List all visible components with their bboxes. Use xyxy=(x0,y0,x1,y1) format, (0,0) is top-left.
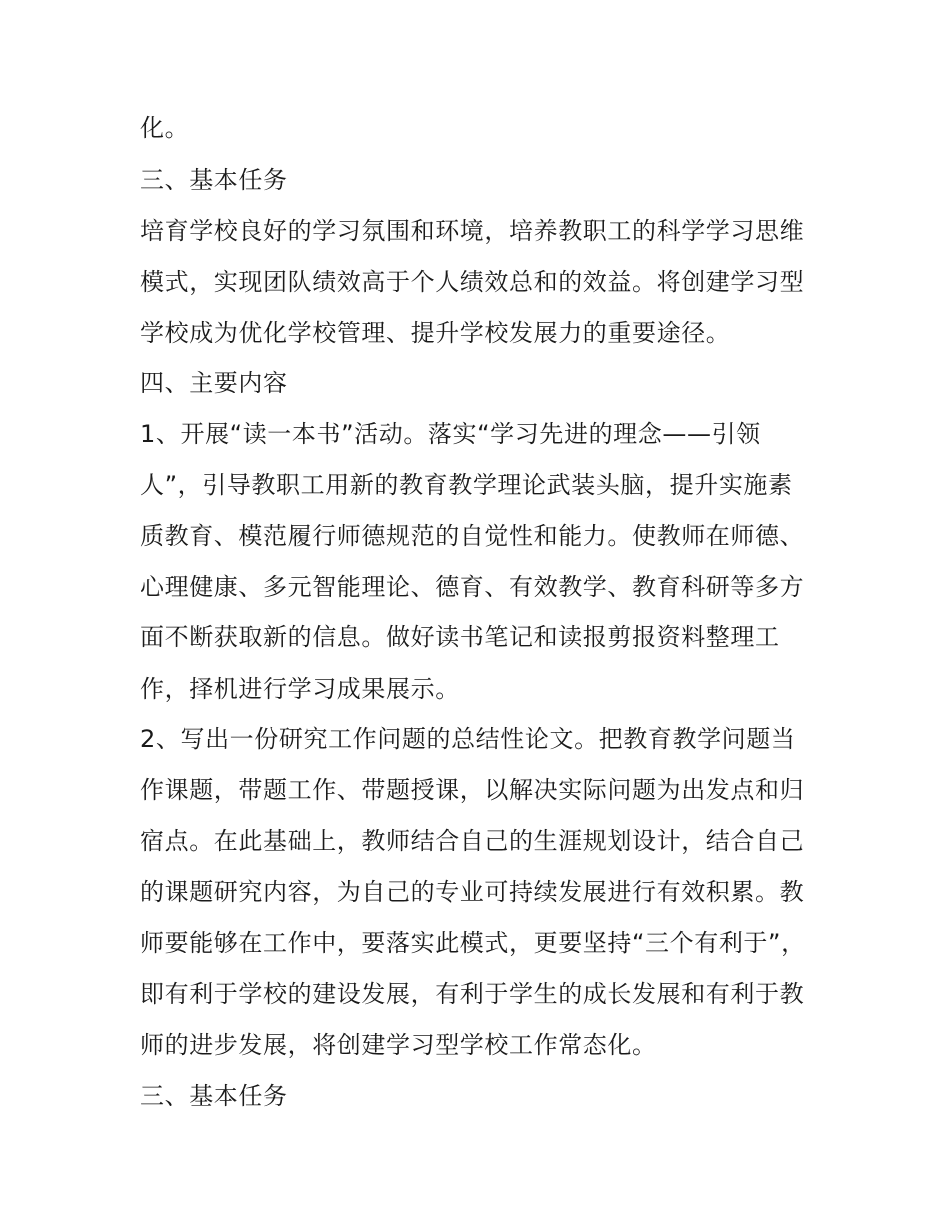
text-line: 化。 xyxy=(140,114,190,142)
section-heading: 三、基本任务 xyxy=(140,1082,288,1110)
text-line: 学校成为优化学校管理、提升学校发展力的重要途径。 xyxy=(140,319,731,347)
text-line: 面不断获取新的信息。做好读书笔记和读报剪报资料整理工 xyxy=(140,623,780,651)
text-line: 2、写出一份研究工作问题的总结性论文。把教育教学问题当 xyxy=(140,725,796,753)
text-line: 质教育、模范履行师德规范的自觉性和能力。使教师在师德、 xyxy=(140,522,805,550)
text-line: 师要能够在工作中，要落实此模式，更要坚持“三个有利于”， xyxy=(140,929,806,957)
text-line: 宿点。在此基础上，教师结合自己的生涯规划设计，结合自己 xyxy=(140,827,805,855)
section-heading: 三、基本任务 xyxy=(140,166,288,194)
text-line: 作课题，带题工作、带题授课，以解决实际问题为出发点和归 xyxy=(140,776,805,804)
text-line: 1、开展“读一本书”活动。落实“学习先进的理念——引领 xyxy=(140,420,761,448)
text-line: 的课题研究内容，为自己的专业可持续发展进行有效积累。教 xyxy=(140,878,805,906)
text-line: 模式，实现团队绩效高于个人绩效总和的效益。将创建学习型 xyxy=(140,268,805,296)
text-line: 师的进步发展，将创建学习型学校工作常态化。 xyxy=(140,1031,657,1059)
text-line: 即有利于学校的建设发展，有利于学生的成长发展和有利于教 xyxy=(140,980,805,1008)
text-line: 人”，引导教职工用新的教育教学理论武装头脑，提升实施素 xyxy=(140,471,793,499)
text-line: 培育学校良好的学习氛围和环境，培养教职工的科学学习思维 xyxy=(140,217,805,245)
section-heading: 四、主要内容 xyxy=(140,369,288,397)
text-line: 心理健康、多元智能理论、德育、有效教学、教育科研等多方 xyxy=(140,573,805,601)
text-line: 作，择机进行学习成果展示。 xyxy=(140,675,460,703)
